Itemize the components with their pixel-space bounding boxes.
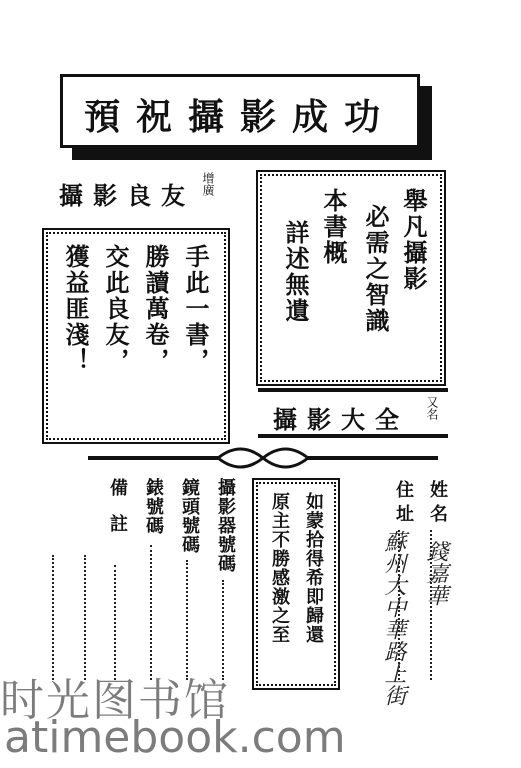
- address-label: 住址: [393, 480, 414, 528]
- right-ad-column-2: 必需之智識: [361, 204, 390, 334]
- right-ad-column-4: 詳述無遺: [281, 220, 310, 324]
- alt-title-note: 又名: [425, 396, 439, 420]
- lens-number-label: 鏡頭號碼: [179, 478, 200, 554]
- left-ad-heading: 攝影良友: [59, 181, 195, 210]
- lens-number-line: [186, 560, 188, 680]
- left-ad-frame: [46, 232, 226, 440]
- address-line: [398, 530, 400, 680]
- remarks-line-2: [84, 555, 86, 680]
- name-label: 姓名: [427, 480, 448, 528]
- remarks-line-1: [114, 565, 116, 680]
- left-ad-column-3: 交此良友，: [101, 244, 130, 374]
- name-line: [430, 530, 432, 680]
- title-banner: [60, 74, 420, 148]
- camera-number-label: 攝影器號碼: [215, 478, 236, 573]
- alt-title: 攝影大全: [273, 405, 409, 434]
- watermark-chinese: 时光图书馆: [0, 675, 230, 726]
- watch-number-line: [150, 545, 152, 680]
- watch-number-label: 錶號碼: [143, 478, 164, 535]
- notice-column-2: 原主不勝感激之至: [269, 492, 290, 644]
- left-ad-column-1: 手此一書，: [181, 244, 210, 374]
- handwritten-name: 錢嘉華: [423, 540, 448, 606]
- alt-title-rule-bottom: [258, 434, 448, 438]
- notice-column-1: 如蒙拾得希即歸還: [303, 492, 324, 644]
- remarks-label: 備註: [107, 478, 128, 550]
- watermark-url: atimebook.com: [4, 712, 346, 763]
- left-ad-heading-note: 增廣: [201, 172, 215, 196]
- banner-title: 預祝攝影成功: [83, 96, 396, 138]
- right-ad-frame: [260, 174, 442, 382]
- ornamental-divider: [88, 446, 438, 470]
- handwritten-address: 蘇州大中華路上街: [381, 530, 406, 706]
- notice-frame: [256, 482, 336, 686]
- left-ad-column-4: 獲益匪淺！: [61, 244, 90, 374]
- remarks-line-3: [52, 555, 54, 680]
- left-ad-column-2: 勝讀萬卷，: [141, 244, 170, 374]
- right-ad-column-3: 本書概: [319, 188, 348, 266]
- alt-title-rule-top: [258, 388, 448, 392]
- right-ad-column-1: 舉凡攝影: [399, 188, 428, 292]
